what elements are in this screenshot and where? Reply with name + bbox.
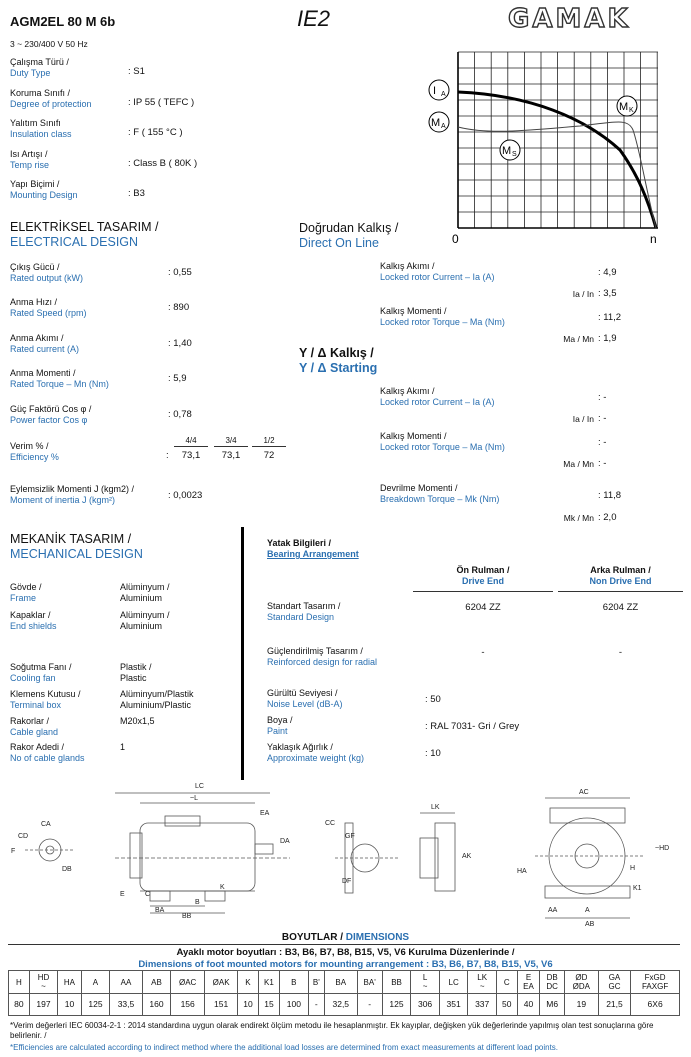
breakdown-value: : 11,8 [598,490,622,501]
electrical-label-en: Rated output (kW) [10,273,84,283]
dim-db: DB [62,866,72,873]
start-label [380,431,505,453]
dim-a: A [585,907,590,914]
dim-ha: HA [517,868,527,875]
electrical-label-en: Rated Speed (rpm) [10,308,87,318]
dim-header-line: AA [120,977,132,987]
electrical-label [10,368,109,390]
mechanical-value-1: Alüminyum / [120,582,170,592]
dimensions-subtitle-en: Dimensions of foot mounted motors for mounting arrangement : B3, B6, B7, B8, B15, V5, V6 [138,959,553,970]
dim-b: B [195,899,200,906]
general-label-tr: Isı Artışı / [10,149,48,159]
ratio-label: Ia / In [572,414,594,424]
ratio-label: Ia / In [572,289,594,299]
dim-value: - [357,994,382,1016]
mechanical-label-tr: Klemens Kutusu / [10,689,81,699]
dim-value: 160 [142,994,171,1016]
dim-header [468,971,497,994]
dim-value: 10 [238,994,259,1016]
dim-header [308,971,324,994]
general-label-tr: Koruma Sınıfı / [10,88,71,98]
misc-label [267,742,364,764]
general-label [10,179,78,201]
mechanical-value-1: Plastik / [120,662,152,672]
drive-end-header: Ön Rulman / Drive End [456,565,510,586]
general-label-tr: Yalıtım Sınıfı [10,118,61,128]
dim-header-line: B [291,977,297,987]
dim-header-line: LC [448,977,459,987]
dim-ca: CA [41,821,51,828]
dim-header [382,971,411,994]
misc-value: : 50 [425,694,441,705]
dim-header [325,971,357,994]
mechanical-value [120,582,170,604]
mechanical-label [10,742,85,764]
dim-header-line: DC [546,982,558,991]
misc-label-tr: Gürültü Seviyesi / [267,688,338,698]
dim-header-line: BA' [363,977,376,987]
breakdown-ratio-label: Mk / Mn [563,513,594,523]
breakdown-label [380,483,499,505]
dim-header-line: GC [608,982,621,991]
electrical-title: ELEKTRİKSEL TASARIM / ELECTRICAL DESIGN [10,220,159,249]
mechanical-label-tr: Soğutma Fanı / [10,662,72,672]
dim-value: 197 [29,994,58,1016]
misc-label-tr: Boya / [267,715,293,725]
dim-header-line: E [525,973,532,982]
mechanical-label-tr: Rakor Adedi / [10,742,65,752]
dim-header [81,971,110,994]
dim-header [171,971,205,994]
electrical-label-tr: Güç Faktörü Cos φ / [10,404,92,414]
mechanical-label-en: Frame [10,593,37,603]
mechanical-value [120,689,194,711]
dim-header [411,971,440,994]
general-label [10,88,92,110]
dim-value: 19 [564,994,598,1016]
dim-header-line: ØD [575,973,588,982]
ratio-value: : 1,9 [598,333,617,344]
dim-header-line: ØAK [212,977,230,987]
electrical-value: : 0,78 [168,409,192,420]
general-label-tr: Yapı Biçimi / [10,179,60,189]
dim-value: 306 [411,994,440,1016]
dim-k1: K1 [633,885,642,892]
dim-header [564,971,598,994]
start-value: : 11,2 [598,312,622,323]
dim-header [357,971,382,994]
dim-e: E [120,891,125,898]
start-label-tr: Kalkış Akımı / [380,386,435,396]
mechanical-label-en: Cooling fan [10,673,56,683]
dim-value: 33,5 [110,994,142,1016]
dim-lc: LC [195,783,204,790]
dim-header-line: FAXGF [641,982,669,991]
model-title: AGM2EL 80 M 6b [10,14,116,29]
efficiency-colon: : [166,450,169,461]
efficiency-rule [214,446,248,447]
general-label-en: Insulation class [10,129,72,139]
dim-ba: BA [155,907,165,914]
dim-value: - [308,994,324,1016]
electrical-label-en: Rated current (A) [10,344,80,354]
efficiency-value: 72 [263,450,275,461]
misc-label-tr: Yaklaşık Ağırlık / [267,742,333,752]
ms-label-sub: S [512,151,517,158]
efficiency-rule [174,446,208,447]
mechanical-value-2: Aluminium/Plastic [120,700,192,710]
dim-header-line: ~ [479,982,485,991]
start-label-en: Locked rotor Torque – Ma (Nm) [380,442,505,452]
mechanical-title: MEKANİK TASARIM / MECHANICAL DESIGN [10,532,143,561]
electrical-label-en: Power factor Cos φ [10,415,88,425]
dim-value: 156 [171,994,205,1016]
dim-ea: EA [260,810,270,817]
mechanical-value-1: Alüminyum / [120,610,170,620]
mechanical-value [120,662,152,684]
efficiency-class: IE2 [297,6,331,31]
dim-value: 351 [439,994,468,1016]
electrical-label-tr: Çıkış Gücü / [10,262,60,272]
dim-header [496,971,517,994]
dim-header-line: K1 [264,977,274,987]
dim-value: 21,5 [598,994,630,1016]
dim-header-line: HD [37,973,50,982]
ma-label: M [431,117,441,129]
misc-value: : RAL 7031- Gri / Grey [425,721,520,732]
brand-logo: GAMAK [508,4,631,34]
dim-ac: AC [579,789,589,796]
bearing-nde-value: 6204 ZZ [602,602,639,613]
motor-drawing [5,778,685,928]
bearing-de-value: 6204 ZZ [465,602,501,613]
ratio-label: Ma / Mn [563,334,594,344]
ratio-value: : 3,5 [598,288,617,299]
electrical-value: : 890 [168,302,190,313]
dim-header [142,971,171,994]
dim-value: 32,5 [325,994,357,1016]
electrical-value: : 0,55 [168,267,192,278]
start-label [380,386,495,408]
dim-header-line: B' [312,977,320,987]
dim-ak: AK [462,853,472,860]
dim-df: DF [342,878,352,885]
mechanical-value [120,610,170,632]
dim-value: 125 [382,994,411,1016]
ia-label: I [433,85,437,97]
mechanical-value-2: Aluminium [120,593,163,603]
dim-header [110,971,142,994]
dim-header-line: ~ [41,982,46,991]
mechanical-label-en: End shields [10,621,57,631]
dim-header [58,971,81,994]
mechanical-label-en: Cable gland [10,727,59,737]
dim-value: 337 [468,994,497,1016]
dim-header-line: ØDA [572,982,591,991]
electrical-label [10,297,87,319]
electrical-label [10,404,91,426]
start-value: : - [598,437,607,448]
electrical-label-tr: Anma Akımı / [10,333,64,343]
start-label-tr: Kalkış Momenti / [380,306,447,316]
dim-value: 151 [205,994,238,1016]
dim-l: ~L [190,795,198,802]
general-label-tr: Çalışma Türü / [10,57,69,67]
mechanical-label-tr: Kapaklar / [10,610,51,620]
general-label [10,149,49,171]
dim-da: DA [280,838,290,845]
general-label-en: Duty Type [10,68,51,78]
misc-label-en: Approximate weight (kg) [267,753,365,763]
dim-header [517,971,540,994]
general-value: : S1 [128,66,145,77]
mechanical-value-2: Aluminium [120,621,163,631]
mechanical-label [10,582,42,604]
misc-label-en: Paint [267,726,288,736]
start-label-en: Locked rotor Current – Ia (A) [380,397,495,407]
dim-f: F [11,848,16,855]
start-label-tr: Kalkış Akımı / [380,261,435,271]
dol-title: Doğrudan Kalkış / Direct On Line [299,221,399,250]
inertia-value: : 0,0023 [168,490,203,501]
bearing-title: Yatak Bilgileri / Bearing Arrangement [267,538,359,559]
bearing-label-en: Reinforced design for radial [267,657,378,667]
ms-label: M [502,145,512,157]
mechanical-value [120,742,125,753]
misc-label [267,688,343,710]
bearing-nde-value: - [618,647,623,658]
dimensions-title: BOYUTLAR / DIMENSIONS [281,932,410,943]
dim-value: 100 [280,994,309,1016]
dim-value: 40 [517,994,540,1016]
dim-header [598,971,630,994]
electrical-label-tr: Anma Hızı / [10,297,58,307]
dim-header-line: DB [546,973,558,982]
bearing-label-tr: Güçlendirilmiş Tasarım / [267,646,363,656]
electrical-label [10,333,79,355]
dim-value: 50 [496,994,517,1016]
general-value: : IP 55 ( TEFC ) [128,97,195,108]
dim-header-line: C [503,977,510,987]
dim-header-line: ~ [422,982,428,991]
dim-header [280,971,309,994]
general-value: : F ( 155 °C ) [128,127,183,138]
bearing-label [267,646,377,668]
dim-header-line: BB [391,977,402,987]
efficiency-value: 73,1 [221,450,241,461]
start-label-en: Locked rotor Current – Ia (A) [380,272,495,282]
mechanical-label-tr: Rakorlar / [10,716,50,726]
mechanical-label-en: No of cable glands [10,753,85,763]
mechanical-label [10,689,81,711]
footnote-en: *Efficiencies are calculated according to indirect method where the additional load losses are determined from exact measurements at different load points. [10,1043,559,1052]
dim-header-line: ØAC [178,977,197,987]
misc-value: : 10 [425,748,441,759]
dim-header-line: LK [477,973,488,982]
breakdown-label-tr: Devrilme Momenti / [380,483,458,493]
dim-header-line: FxGD [644,973,666,982]
mechanical-value-2: Plastic [120,673,147,683]
general-label [10,57,69,79]
dim-header-line: AB [151,977,162,987]
dimensions-subtitle-tr: Ayaklı motor boyutları : B3, B6, B7, B8, B15, V5, V6 Kurulma Düzenlerinde / [176,947,515,958]
dim-header-line: K [245,977,251,987]
general-label-en: Degree of protection [10,99,92,109]
x-end-label: n [650,232,657,245]
bearing-label-tr: Standart Tasarım / [267,601,341,611]
dim-h: H [630,865,636,872]
dim-k: K [220,884,225,891]
bearing-de-value: - [481,647,485,658]
dim-header [9,971,30,994]
start-label-en: Locked rotor Torque – Ma (Nm) [380,317,505,327]
electrical-label [10,262,83,284]
start-value: : - [598,392,607,403]
dim-header [29,971,58,994]
electrical-label-en: Rated Torque – Mn (Nm) [10,379,109,389]
general-label-en: Temp rise [10,160,50,170]
efficiency-load: 1/2 [263,436,275,445]
dim-bb: BB [182,913,192,920]
ma-label-sub: A [441,123,446,130]
dim-cc: CC [325,820,336,827]
mk-label: M [619,101,629,113]
footnote-tr: *Verim değerleri IEC 60034-2-1 : 2014 standardına uygun olarak endirekt ölçüm metodu ile hesaplanmıştır. Ek kayıplar, değişken yük değerlerinde yapılmış olan test sonuçlarına göre belirlenir. / [10,1021,654,1040]
dim-value: 15 [258,994,279,1016]
dim-gf: GF [345,833,355,840]
mechanical-label-tr: Gövde / [10,582,42,592]
dim-cd: CD [18,833,29,840]
start-label [380,306,505,328]
star-delta-title: Y / Δ Kalkış / Y / Δ Starting [299,346,378,375]
misc-label-en: Noise Level (dB-A) [267,699,343,709]
mechanical-label [10,716,58,738]
electrical-value: : 5,9 [168,373,187,384]
dim-c: C [145,891,151,898]
supply-text: 3 ~ 230/400 V 50 Hz [10,39,88,49]
dim-aa: AA [548,907,558,914]
dim-value: 6X6 [631,994,680,1016]
dim-header-line: BA [335,977,347,987]
electrical-value: : 1,40 [168,338,192,349]
electrical-label-tr: Anma Momenti / [10,368,76,378]
dim-header [258,971,279,994]
section-divider [241,527,244,780]
breakdown-label-en: Breakdown Torque – Mk (Nm) [380,494,500,504]
efficiency-value: 73,1 [181,450,201,461]
dim-header-line: H [15,977,22,987]
dimensions-table [8,970,680,1016]
start-label-tr: Kalkış Momenti / [380,431,447,441]
dim-header-line: L [422,973,428,982]
dim-header [631,971,680,994]
mechanical-value-1: M20x1,5 [120,716,155,726]
dim-header [205,971,238,994]
inertia-label: Eylemsizlik Momenti J (kgm2) / Moment of inertia J (kgm²) [10,484,135,505]
characteristic-curve [420,40,680,245]
mechanical-value-1: Alüminyum/Plastik [120,689,194,699]
efficiency-rule [252,446,286,447]
mechanical-label [10,662,72,684]
efficiency-load: 3/4 [225,436,237,445]
mechanical-value [120,716,155,727]
dim-header [540,971,565,994]
dim-lk: LK [431,804,440,811]
general-value: : Class B ( 80K ) [128,158,198,169]
dim-value: 80 [9,994,30,1016]
breakdown-ratio-value: : 2,0 [598,512,617,523]
dim-header-line: GA [608,973,621,982]
dim-header [439,971,468,994]
ia-label-sub: A [441,91,446,98]
start-label [380,261,495,283]
dim-value: 10 [58,994,81,1016]
mechanical-label-en: Terminal box [10,700,62,710]
mechanical-label [10,610,57,632]
x-start-label: 0 [452,232,459,245]
dim-header-line: EA [523,982,534,991]
bearing-label-en: Standard Design [267,612,335,622]
general-label-en: Mounting Design [10,190,78,200]
misc-label [267,715,293,737]
mk-label-sub: K [629,107,634,114]
dim-header-line: A [92,977,99,987]
mechanical-value-1: 1 [120,742,126,752]
efficiency-label: Verim % / Efficiency % [10,441,59,462]
general-value: : B3 [128,188,145,199]
dim-header [238,971,259,994]
dim-header-line: HA [63,977,76,987]
dim-value: 125 [81,994,110,1016]
start-value: : 4,9 [598,267,617,278]
ratio-label: Ma / Mn [563,459,594,469]
general-label [10,118,72,140]
efficiency-load: 4/4 [185,436,197,445]
dim-ab: AB [585,921,595,928]
ratio-value: : - [598,413,607,424]
dim-value: M6 [540,994,565,1016]
dim-hd: ~HD [655,845,670,852]
ratio-value: : - [598,458,607,469]
non-drive-end-header: Arka Rulman / Non Drive End [589,565,652,586]
bearing-label [267,601,340,623]
